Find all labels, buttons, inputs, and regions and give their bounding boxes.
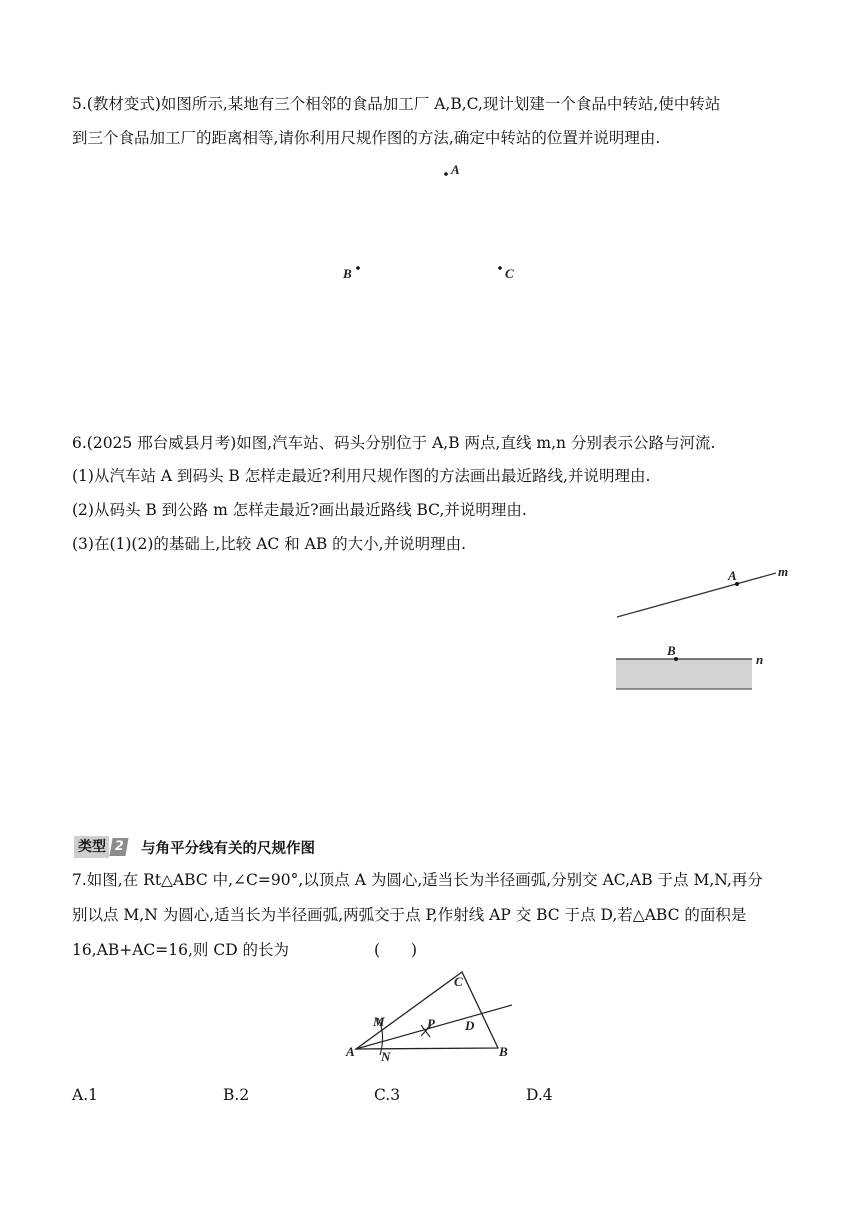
point-b [356, 266, 360, 270]
point-c [498, 266, 502, 270]
label-n: n [756, 652, 764, 667]
section-number: 2 [109, 838, 128, 856]
section-heading [74, 836, 315, 858]
section-title: 与角平分线有关的尺规作图 [141, 840, 315, 857]
q5-figure [330, 155, 530, 290]
section-tag: 类型 [74, 836, 109, 858]
q6-text-line-2: (1)从汽车站 A 到码头 B 怎样走最近?利用尺规作图的方法画出最近路线,并说明理由. [72, 467, 651, 485]
label-n: N [381, 1049, 391, 1064]
q7-figure [335, 968, 525, 1068]
label-a: A [728, 568, 737, 583]
triangle-abc [356, 972, 498, 1049]
q6-text-line-3: (2)从码头 B 到公路 m 怎样走最近?画出最近路线 BC,并说明理由. [72, 501, 527, 519]
option-b[interactable]: B.2 [223, 1086, 250, 1104]
q7-text-line-2: 别以点 M,N 为圆心,适当长为半径画弧,两弧交于点 P,作射线 AP 交 BC 于点 D,若△ABC 的面积是 [72, 906, 747, 924]
option-d[interactable]: D.4 [526, 1086, 553, 1104]
option-a[interactable]: A.1 [72, 1086, 98, 1104]
q6-text-line-1: 6.(2025 邢台威县月考)如图,汽车站、码头分别位于 A,B 两点,直线 m,n 分别表示公路与河流. [72, 434, 716, 452]
q7-text-line-1: 7.如图,在 Rt△ABC 中,∠C=90°,以顶点 A 为圆心,适当长为半径画弧,分别交 AC,AB 于点 M,N,再分 [72, 871, 763, 889]
label-d: D [465, 1018, 475, 1033]
q6-text-line-4: (3)在(1)(2)的基础上,比较 AC 和 AB 的大小,并说明理由. [72, 535, 466, 553]
q7-text-line-3: 16,AB+AC=16,则 CD 的长为 [72, 941, 290, 959]
label-c: C [454, 974, 463, 989]
label-b: B [499, 1044, 508, 1059]
label-b: B [667, 643, 676, 658]
answer-parentheses: ( ) [374, 941, 418, 959]
label-p: P [427, 1016, 435, 1031]
label-a: A [451, 162, 460, 177]
label-m: m [778, 564, 789, 579]
label-a: A [346, 1044, 355, 1059]
q5-text-line-1: 5.(教材变式)如图所示,某地有三个相邻的食品加工厂 A,B,C,现计划建一个食品中转站,使中转站 [72, 95, 721, 113]
road-line-m [617, 573, 776, 617]
river-area [616, 659, 752, 689]
label-m: M [373, 1014, 385, 1029]
q5-text-line-2: 到三个食品加工厂的距离相等,请你利用尺规作图的方法,确定中转站的位置并说明理由. [72, 129, 661, 147]
option-c[interactable]: C.3 [374, 1086, 401, 1104]
q6-figure [610, 560, 800, 695]
point-a [444, 172, 448, 176]
label-c: C [505, 266, 514, 281]
label-b: B [343, 266, 352, 281]
